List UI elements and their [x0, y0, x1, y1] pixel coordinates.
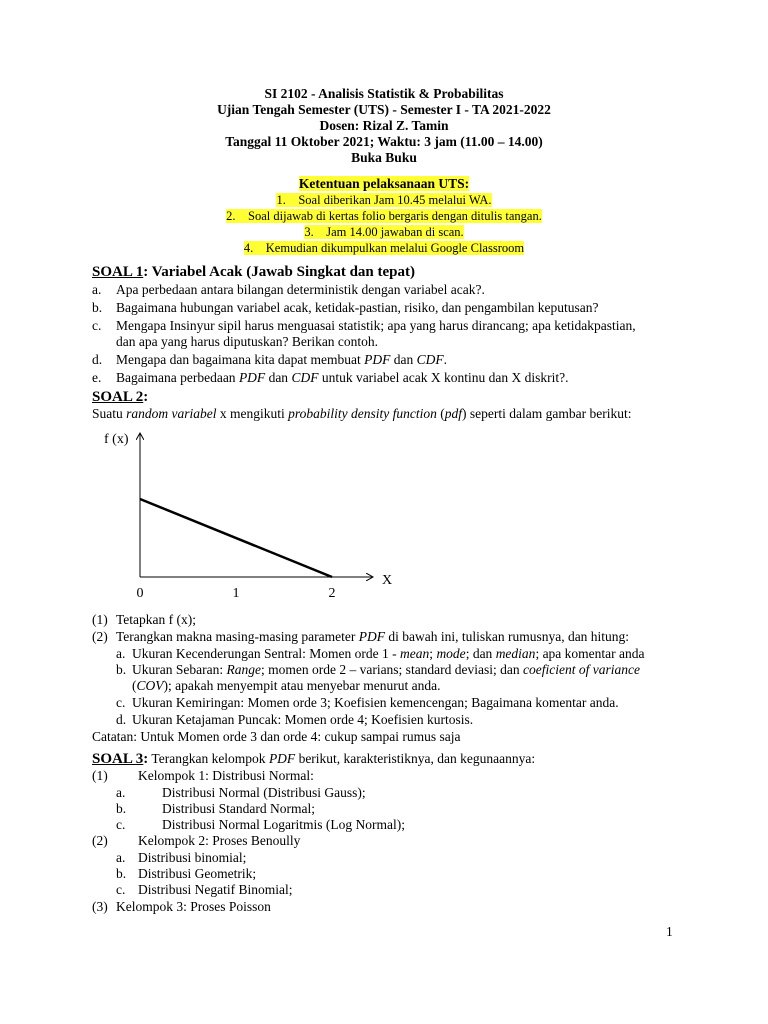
x-tick-label: 1 — [232, 586, 240, 601]
page-number: 1 — [666, 924, 673, 939]
item-letter: b. — [92, 300, 103, 315]
item-letter: a. — [92, 282, 102, 297]
soal2-heading: SOAL 2: — [92, 389, 149, 405]
item-letter: a. — [116, 646, 126, 661]
item-letter: d. — [92, 352, 103, 367]
soal2-task-1: Tetapkan f (x); — [116, 612, 197, 627]
rule-item: 4. Kemudian dikumpulkan melalui Google Classroom — [243, 241, 525, 255]
soal3-group-1: Kelompok 1: Distribusi Normal: — [138, 768, 314, 783]
soal3-group-1-item: Distribusi Normal Logaritmis (Log Normal); — [162, 817, 405, 832]
pdf-line — [140, 499, 332, 577]
soal2-intro: Suatu random variabel x mengikuti probability density function (pdf) seperti dalam gambar berikut: — [92, 406, 632, 421]
soal2-sub-c: Ukuran Kemiringan: Momen orde 3; Koefisien kemencengan; Bagaimana komentar anda. — [132, 695, 619, 710]
x-axis-label: X — [382, 573, 393, 588]
item-letter: b. — [116, 662, 127, 677]
group-number: (3) — [92, 899, 108, 914]
x-tick-label: 2 — [328, 586, 336, 601]
soal3-group-2-item: Distribusi binomial; — [138, 850, 247, 865]
soal2-task-2: Terangkan makna masing-masing parameter PDF di bawah ini, tuliskan rumusnya, dan hitung: — [116, 629, 630, 644]
soal3-group-2-item: Distribusi Geometrik; — [138, 866, 257, 881]
soal2-sub-d: Ukuran Ketajaman Puncak: Momen orde 4; Koefisien kurtosis. — [132, 712, 474, 727]
soal1-heading: SOAL 1: Variabel Acak (Jawab Singkat dan tepat) — [92, 264, 415, 280]
rule-item: 1. Soal diberikan Jam 10.45 melalui WA. — [276, 193, 492, 207]
item-number: (1) — [92, 612, 108, 627]
group-number: (1) — [92, 768, 108, 783]
item-letter: c. — [116, 695, 126, 710]
soal2-sub-a: Ukuran Kecenderungan Sentral: Momen orde 1 - mean; mode; dan median; apa komentar anda — [132, 646, 645, 661]
rule-item: 3. Jam 14.00 jawaban di scan. — [304, 225, 464, 239]
soal1-question-a: Apa perbedaan antara bilangan deterministik dengan variabel acak?. — [116, 282, 485, 297]
pdf-chart — [96, 424, 416, 604]
item-letter: e. — [92, 370, 102, 385]
group-number: (2) — [92, 833, 108, 848]
item-letter: d. — [116, 712, 127, 727]
item-letter: a. — [116, 785, 126, 800]
open-book-note: Buka Buku — [351, 150, 417, 165]
soal1-question-e: Bagaimana perbedaan PDF dan CDF untuk variabel acak X kontinu dan X diskrit?. — [116, 370, 569, 385]
soal2-note: Catatan: Untuk Momen orde 3 dan orde 4: cukup sampai rumus saja — [92, 729, 461, 744]
soal2-sub-b: Ukuran Sebaran: Range; momen orde 2 – varians; standard deviasi; dan coeficient of variance — [132, 662, 640, 677]
soal1-question-c-cont: dan apa yang harus diputuskan? Berikan contoh. — [116, 334, 379, 349]
y-axis-label: f (x) — [104, 432, 129, 447]
soal3-group-3: Kelompok 3: Proses Poisson — [116, 899, 271, 914]
course-title: SI 2102 - Analisis Statistik & Probabilitas — [264, 86, 504, 101]
item-letter: c. — [92, 318, 102, 333]
exam-title: Ujian Tengah Semester (UTS) - Semester I - TA 2021-2022 — [217, 102, 551, 117]
soal1-question-d: Mengapa dan bagaimana kita dapat membuat PDF dan CDF. — [116, 352, 448, 367]
rules-title: Ketentuan pelaksanaan UTS: — [298, 176, 470, 191]
rule-item: 2. Soal dijawab di kertas folio bergaris dengan ditulis tangan. — [226, 209, 542, 223]
item-letter: b. — [116, 866, 127, 881]
item-letter: b. — [116, 801, 127, 816]
item-letter: c. — [116, 882, 126, 897]
item-letter: c. — [116, 817, 126, 832]
soal3-group-1-item: Distribusi Normal (Distribusi Gauss); — [162, 785, 366, 800]
item-number: (2) — [92, 629, 108, 644]
soal2-sub-b-cont: (COV); apakah menyempit atau menyebar menurut anda. — [132, 678, 441, 693]
soal1-question-c: Mengapa Insinyur sipil harus menguasai statistik; apa yang harus dirancang; apa ketidakpastian, — [116, 318, 636, 333]
soal3-group-2: Kelompok 2: Proses Benoully — [138, 833, 301, 848]
lecturer: Dosen: Rizal Z. Tamin — [319, 118, 449, 133]
soal3-group-2-item: Distribusi Negatif Binomial; — [138, 882, 293, 897]
item-letter: a. — [116, 850, 126, 865]
soal3-group-1-item: Distribusi Standard Normal; — [162, 801, 315, 816]
x-tick-label: 0 — [136, 586, 144, 601]
exam-date-time: Tanggal 11 Oktober 2021; Waktu: 3 jam (11.00 – 14.00) — [225, 134, 543, 149]
soal1-question-b: Bagaimana hubungan variabel acak, ketidak-pastian, risiko, dan pengambilan keputusan? — [116, 300, 599, 315]
soal3-heading: SOAL 3: Terangkan kelompok PDF berikut, karakteristiknya, dan kegunaannya: — [92, 751, 536, 767]
